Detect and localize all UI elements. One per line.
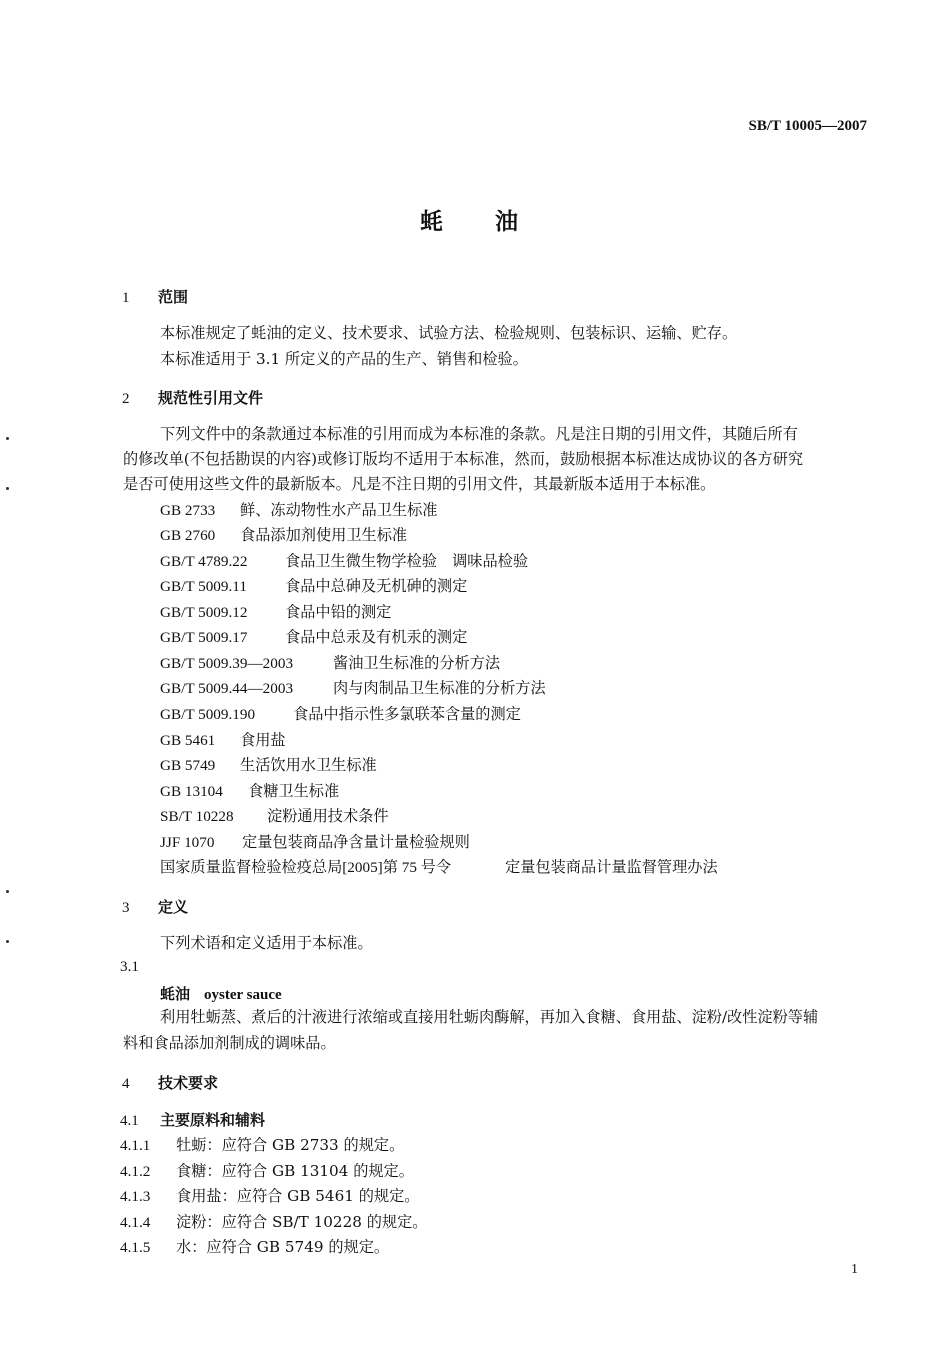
- reference-item: GB/T 5009.190 食品中指示性多氯联苯含量的测定: [160, 705, 521, 723]
- requirement-item: 4.1.3 食用盐：应符合 GB 5461 的规定。: [120, 1187, 420, 1205]
- requirement-item: 4.1.4 淀粉：应符合 SB/T 10228 的规定。: [120, 1213, 428, 1231]
- section-2-intro-line-1: 下列文件中的条款通过本标准的引用而成为本标准的条款。凡是注日期的引用文件，其随后所有: [160, 425, 798, 443]
- standard-code: SB/T 10005—2007: [748, 118, 867, 134]
- section-1-para-2: 本标准适用于 3.1 所定义的产品的生产、销售和检验。: [160, 350, 528, 368]
- section-1-heading: 1 范围: [122, 288, 189, 306]
- scan-speck: [6, 940, 9, 943]
- subsection-3-1-number: 3.1: [120, 958, 139, 975]
- reference-item: GB 13104 食糖卫生标准: [160, 782, 340, 800]
- document-title: 蚝油: [420, 208, 570, 235]
- reference-item: GB 5749 生活饮用水卫生标准: [160, 756, 377, 774]
- term-entry: 蚝油 oyster sauce: [160, 985, 282, 1003]
- scan-speck: [6, 890, 9, 893]
- section-2-heading: 2 规范性引用文件: [122, 389, 264, 407]
- section-1-para-1: 本标准规定了蚝油的定义、技术要求、试验方法、检验规则、包装标识、运输、贮存。: [160, 324, 738, 342]
- reference-item: 国家质量监督检验检疫总局[2005]第 75 号令 定量包装商品计量监督管理办法: [160, 858, 718, 876]
- reference-item: GB/T 4789.22 食品卫生微生物学检验 调味品检验: [160, 552, 528, 570]
- requirement-item: 4.1.1 牡蛎：应符合 GB 2733 的规定。: [120, 1136, 405, 1154]
- scan-speck: [6, 437, 9, 440]
- reference-item: GB/T 5009.39—2003 酱油卫生标准的分析方法: [160, 654, 501, 672]
- reference-item: JJF 1070 定量包装商品净含量计量检验规则: [160, 833, 470, 851]
- reference-item: GB/T 5009.11 食品中总砷及无机砷的测定: [160, 577, 468, 595]
- scan-speck: [6, 487, 9, 490]
- section-2-intro-line-3: 是否可使用这些文件的最新版本。凡是不注日期的引用文件，其最新版本适用于本标准。: [123, 475, 716, 493]
- section-2-intro-line-2: 的修改单(不包括勘误的内容)或修订版均不适用于本标准，然而，鼓励根据本标准达成协议的各方研究: [123, 450, 804, 468]
- requirement-item: 4.1.2 食糖：应符合 GB 13104 的规定。: [120, 1162, 414, 1180]
- reference-item: GB/T 5009.44—2003 肉与肉制品卫生标准的分析方法: [160, 679, 546, 697]
- reference-item: GB 2760 食品添加剂使用卫生标准: [160, 526, 408, 544]
- reference-item: GB 5461 食用盐: [160, 731, 286, 749]
- subsection-4-1-heading: 4.1 主要原料和辅料: [120, 1111, 266, 1129]
- section-3-intro: 下列术语和定义适用于本标准。: [160, 934, 373, 952]
- page-number: 1: [851, 1262, 858, 1277]
- term-definition-line-1: 利用牡蛎蒸、煮后的汁液进行浓缩或直接用牡蛎肉酶解，再加入食糖、食用盐、淀粉/改性淀粉等辅: [160, 1008, 819, 1026]
- reference-item: SB/T 10228 淀粉通用技术条件: [160, 807, 389, 825]
- term-definition-line-2: 料和食品添加剂制成的调味品。: [123, 1034, 336, 1052]
- requirement-item: 4.1.5 水：应符合 GB 5749 的规定。: [120, 1238, 390, 1256]
- reference-item: GB/T 5009.12 食品中铅的测定: [160, 603, 392, 621]
- reference-item: GB/T 5009.17 食品中总汞及有机汞的测定: [160, 628, 468, 646]
- section-4-heading: 4 技术要求: [122, 1074, 219, 1092]
- reference-item: GB 2733 鲜、冻动物性水产品卫生标准: [160, 501, 438, 519]
- section-3-heading: 3 定义: [122, 898, 189, 916]
